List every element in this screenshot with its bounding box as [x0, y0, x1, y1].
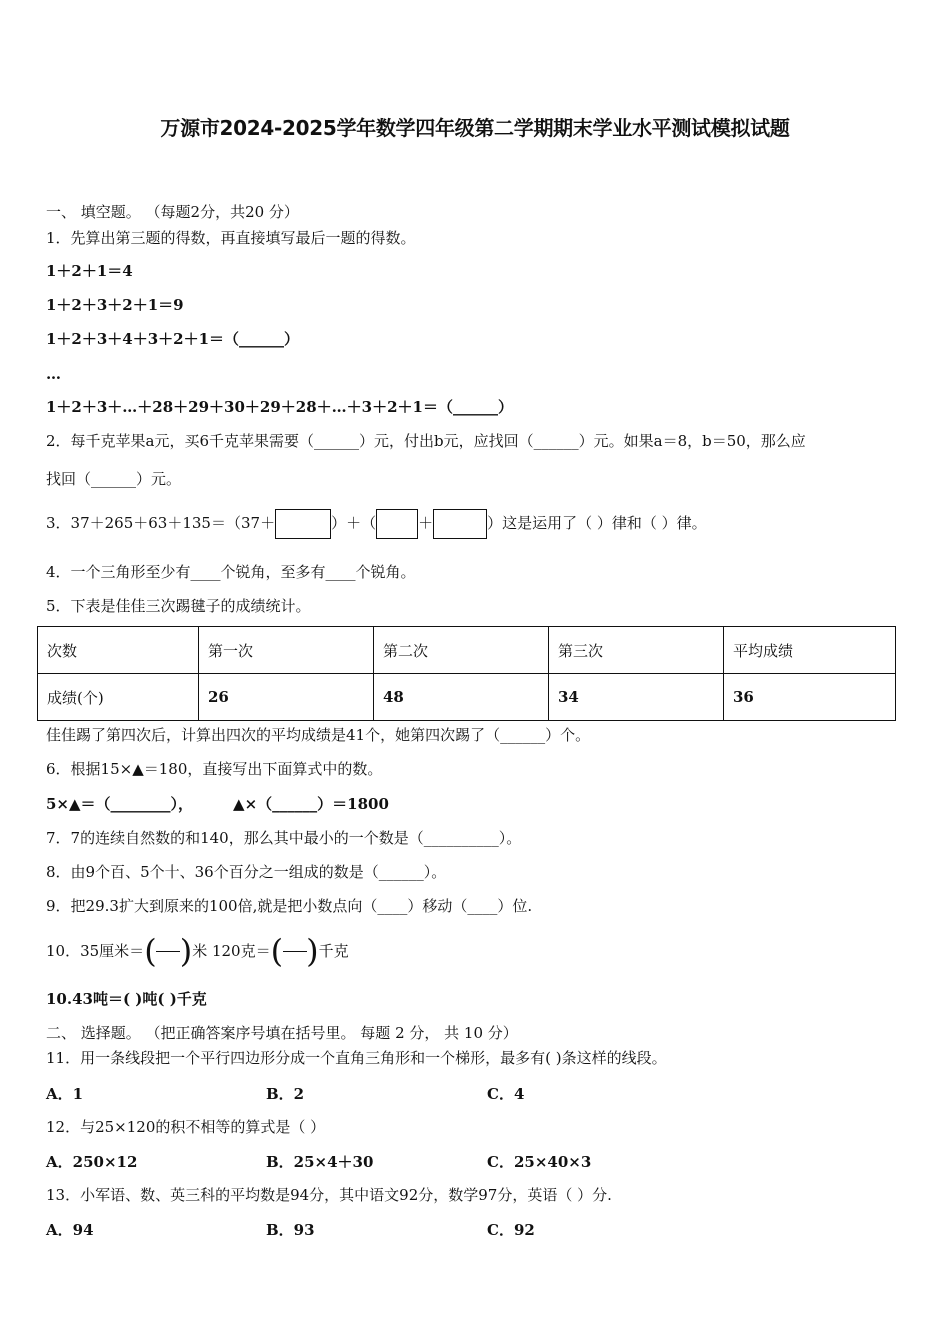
table-row-label: 成绩(个) [38, 674, 199, 721]
question-3 [46, 506, 707, 540]
question-10-line-2: 10.43吨＝( )吨( )千克 [46, 990, 207, 1008]
question-11-option-a[interactable]: A．1 [46, 1085, 84, 1103]
table-header-cell: 第三次 [549, 627, 724, 674]
question-2-line-2: 找回（______）元。 [46, 470, 182, 488]
question-1-ellipsis: … [46, 365, 61, 383]
question-12-stem: 12．与25×120的积不相等的算式是（ ） [46, 1118, 326, 1136]
question-12-option-a[interactable]: A．250×12 [46, 1153, 138, 1171]
question-12-option-b[interactable]: B．25×4＋30 [266, 1153, 374, 1171]
question-10-part-2: 米 120克＝ [192, 942, 271, 960]
question-2-line-1: 2．每千克苹果a元，买6千克苹果需要（______）元，付出b元，应找回（______）元。如果a＝8，b＝50，那么应 [46, 432, 806, 450]
question-13-option-a[interactable]: A．94 [46, 1221, 94, 1239]
fraction-blank-1[interactable]: ( ) [144, 932, 193, 970]
question-13-option-c[interactable]: C．92 [487, 1221, 535, 1239]
question-7: 7．7的连续自然数的和140，那么其中最小的一个数是（__________）。 [46, 829, 522, 847]
table-header-row [38, 627, 896, 674]
question-10-part-1: 10．35厘米＝ [46, 942, 145, 960]
question-5-followup: 佳佳踢了第四次后，计算出四次的平均成绩是41个，她第四次踢了（______）个。 [46, 726, 591, 744]
table-cell: 48 [374, 674, 549, 721]
question-8: 8．由9个百、5个十、36个百分之一组成的数是（______）。 [46, 863, 447, 881]
table-header-cell: 平均成绩 [724, 627, 896, 674]
section-2-heading: 二、 选择题。 （把正确答案序号填在括号里。 每题 2 分， 共 10 分） [46, 1024, 518, 1042]
question-6-part-a: 5×▲＝（________）， [46, 795, 194, 813]
fraction-blank-2[interactable]: ( ) [270, 932, 319, 970]
table-cell: 36 [724, 674, 896, 721]
question-13-option-b[interactable]: B．93 [266, 1221, 315, 1239]
table-row [38, 674, 896, 721]
question-12-option-c[interactable]: C．25×40×3 [487, 1153, 592, 1171]
answer-box-2[interactable] [376, 509, 418, 539]
table-header-cell: 第二次 [374, 627, 549, 674]
question-6-stem: 6．根据15×▲＝180，直接写出下面算式中的数。 [46, 760, 383, 778]
answer-box-1[interactable] [275, 509, 331, 539]
question-1-line-2: 1＋2＋3＋2＋1＝9 [46, 296, 184, 314]
answer-box-3[interactable] [433, 509, 487, 539]
score-table [37, 626, 896, 721]
table-cell: 34 [549, 674, 724, 721]
question-9: 9．把29.3扩大到原来的100倍,就是把小数点向（____）移动（____）位. [46, 897, 533, 915]
page-title: 万源市2024-2025学年数学四年级第二学期期末学业水平测试模拟试题 [160, 116, 790, 140]
table-header-cell: 第一次 [199, 627, 374, 674]
question-1-line-5: 1＋2＋3＋…＋28＋29＋30＋29＋28＋…＋3＋2＋1＝（______） [46, 398, 513, 416]
section-1-heading: 一、 填空题。 （每题2分，共20 分） [46, 203, 299, 221]
question-6-part-b: ▲×（______）＝1800 [233, 795, 389, 813]
question-6-line [46, 794, 389, 814]
question-3-part-4: ）这是运用了（ ）律和（ ）律。 [487, 514, 707, 532]
question-13-stem: 13．小军语、数、英三科的平均数是94分，其中语文92分，数学97分，英语（ ）分. [46, 1186, 612, 1204]
question-11-stem: 11．用一条线段把一个平行四边形分成一个直角三角形和一个梯形，最多有( )条这样的线段。 [46, 1049, 667, 1067]
question-11-option-c[interactable]: C．4 [487, 1085, 525, 1103]
question-3-part-3: ＋ [418, 514, 434, 532]
question-1-line-1: 1＋2＋1＝4 [46, 262, 133, 280]
question-1-stem: 1．先算出第三题的得数，再直接填写最后一题的得数。 [46, 229, 416, 247]
question-3-part-2: ）＋（ [331, 514, 377, 532]
question-11-option-b[interactable]: B．2 [266, 1085, 305, 1103]
question-10 [46, 930, 349, 972]
table-cell: 26 [199, 674, 374, 721]
question-1-line-3: 1＋2＋3＋4＋3＋2＋1＝（______） [46, 330, 300, 348]
question-10-part-3: 千克 [318, 942, 349, 960]
question-5-stem: 5．下表是佳佳三次踢毽子的成绩统计。 [46, 597, 311, 615]
table-header-cell: 次数 [38, 627, 199, 674]
question-4: 4．一个三角形至少有____个锐角，至多有____个锐角。 [46, 563, 416, 581]
question-3-part-1: 3．37＋265＋63＋135＝（37＋ [46, 514, 276, 532]
